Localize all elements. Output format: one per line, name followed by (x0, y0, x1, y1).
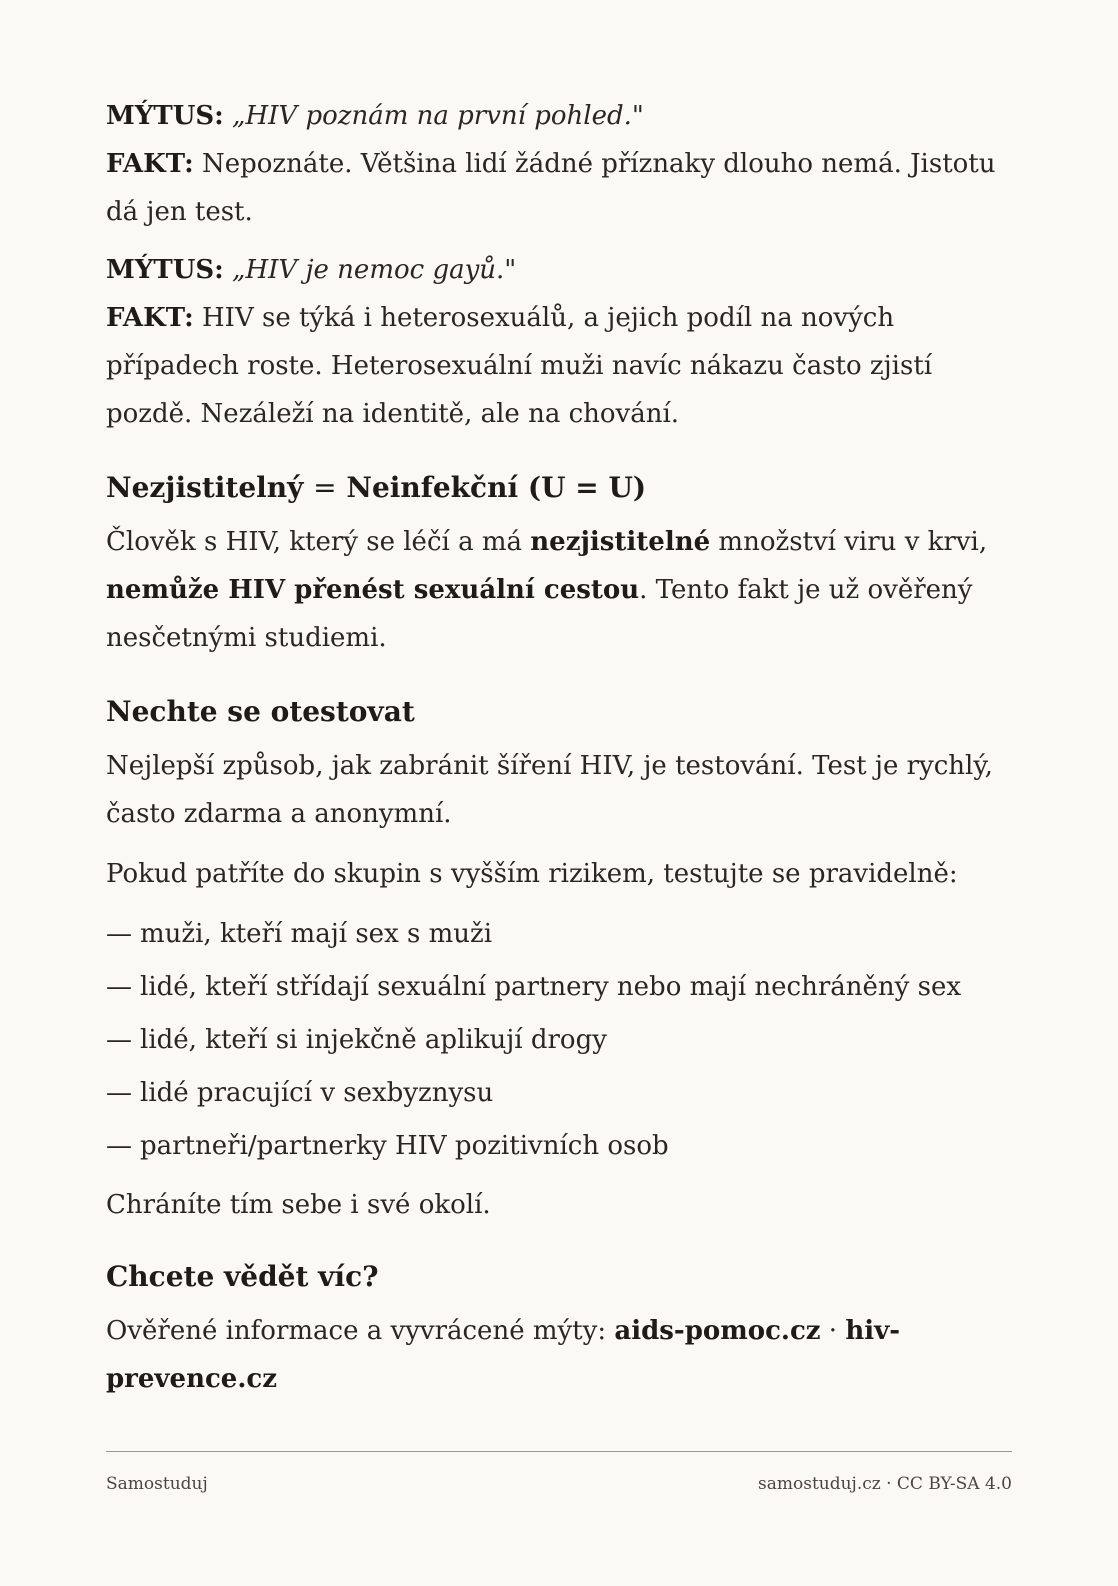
risk-groups-intro: Pokud patříte do skupin s vyšším rizikem, testujte se pravidelně: (106, 859, 958, 889)
myth-text: „HIV poznám na první pohled." (232, 101, 644, 131)
testing-intro: Nejlepší způsob, jak zabránit šíření HIV, je testování. Test je rychlý, často zdarma a anonymní. (106, 751, 993, 829)
myth-text: „HIV je nemoc gayů." (232, 255, 517, 285)
list-item: — lidé pracující v sexbyznysu (106, 1067, 1012, 1120)
risk-groups-list (106, 908, 1012, 1173)
dash-bullet: — (106, 919, 132, 949)
more-info-heading: Chcete vědět víc? (106, 1260, 379, 1293)
page-footer (106, 1451, 1012, 1494)
footer-left: Samostuduj (106, 1474, 208, 1494)
fact-2 (106, 294, 1012, 438)
fact-label: FAKT: (106, 303, 194, 333)
more-info-paragraph: Ověřené informace a vyvrácené mýty: aids-pomoc.cz · hiv-prevence.cz (106, 1316, 901, 1394)
myth-1 (106, 92, 1012, 140)
testing-heading: Nechte se otestovat (106, 695, 415, 728)
link-aids-pomoc: aids-pomoc.cz (614, 1316, 821, 1346)
fact-label: FAKT: (106, 149, 194, 179)
dash-bullet: — (106, 972, 132, 1002)
list-item: — lidé, kteří střídají sexuální partnery nebo mají nechráněný sex (106, 961, 1012, 1014)
list-item: — lidé, kteří si injekčně aplikují drogy (106, 1014, 1012, 1067)
dash-bullet: — (106, 1131, 132, 1161)
uu-paragraph: Člověk s HIV, který se léčí a má nezjistitelné množství viru v krvi, nemůže HIV přenést sexuální cestou. Tento fakt je už ověřený nesčetnými studiemi. (106, 527, 988, 653)
fact-text: Nepoznáte. Většina lidí žádné příznaky dlouho nemá. Jistotu dá jen test. (106, 149, 996, 227)
myth-label: MÝTUS: (106, 255, 224, 285)
dash-bullet: — (106, 1078, 132, 1108)
list-item: — muži, kteří mají sex s muži (106, 908, 1012, 961)
myth-label: MÝTUS: (106, 101, 224, 131)
fact-1 (106, 140, 1012, 236)
dash-bullet: — (106, 1025, 132, 1055)
testing-closing: Chráníte tím sebe i své okolí. (106, 1190, 491, 1220)
footer-right: samostuduj.cz · CC BY-SA 4.0 (758, 1474, 1012, 1494)
list-item: — partneři/partnerky HIV pozitivních osob (106, 1120, 1012, 1173)
myth-2 (106, 246, 1012, 294)
link-hiv-prevence: hiv-prevence.cz (106, 1316, 901, 1394)
uu-heading: Nezjistitelný = Neinfekční (U = U) (106, 471, 647, 504)
fact-text: HIV se týká i heterosexuálů, a jejich podíl na nových případech roste. Heterosexuální muži navíc nákazu často zjistí pozdě. Nezáleží na identitě, ale na chování. (106, 303, 933, 429)
